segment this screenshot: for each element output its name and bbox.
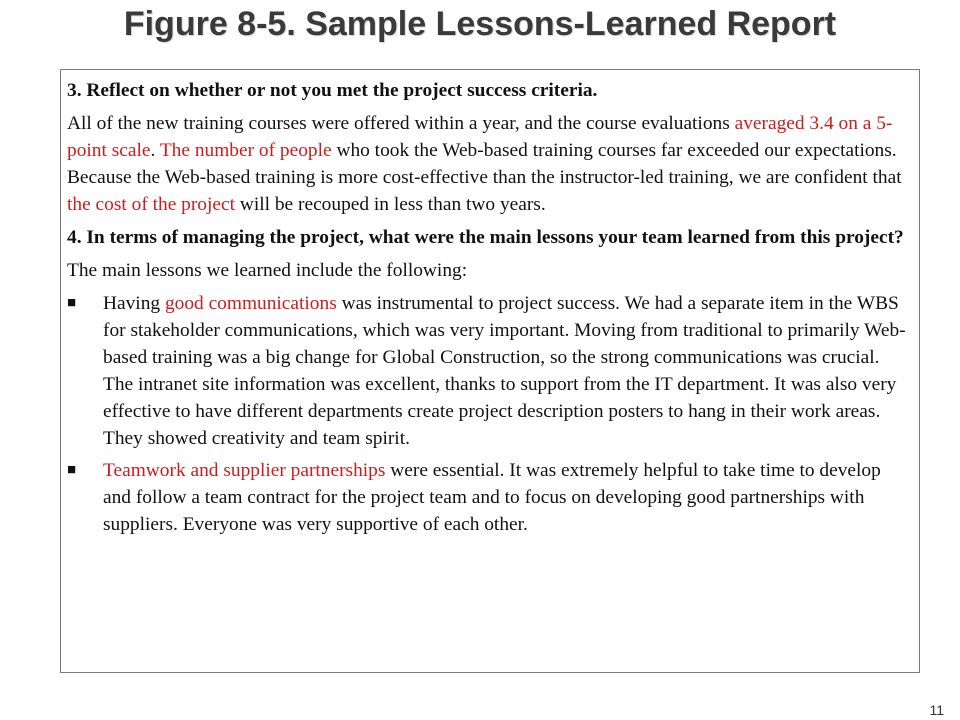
- highlight-text: Teamwork and supplier partnerships: [103, 460, 386, 481]
- section-4-intro: The main lessons we learned include the following:: [67, 260, 468, 281]
- section-3-heading: 3. Reflect on whether or not you met the project success criteria.: [67, 80, 598, 101]
- lesson-text-post: were essential. It was extremely helpful to take time to develop and follow a team contract for the project team and to focus on developing good partnerships with suppliers. Everyone was very supportive of each other.: [103, 460, 881, 535]
- lesson-list-item: [67, 457, 913, 538]
- lesson-text-pre: Having: [103, 293, 165, 314]
- highlight-text: averaged 3.4 on a 5-point scale: [67, 113, 893, 161]
- square-bullet-icon: ■: [67, 462, 77, 478]
- answer-text: will be recouped in less than two years.: [235, 194, 546, 215]
- page-number: 11: [929, 702, 944, 718]
- lesson-text-post: was instrumental to project success. We had a separate item in the WBS for stakeholder communications, which was very important. Moving from traditional to primarily Web-based training was a big change for Global Construction, so the strong communications was crucial. The intranet site information was excellent, thanks to support from the IT department. It was also very effective to have different departments create project description posters to hang in their work areas. They showed creativity and team spirit.: [103, 293, 906, 449]
- lesson-list-item: [67, 290, 913, 452]
- lesson-text: [103, 457, 913, 538]
- answer-text: who took the Web-based training courses far exceeded our expectations. Because the Web-based training is more cost-effective than the instructor-led training, we are confident that: [67, 140, 902, 188]
- lessons-learned-report-box: [60, 69, 920, 673]
- section-4-heading: 4. In terms of managing the project, what were the main lessons your team learned from this project?: [67, 227, 904, 248]
- highlight-text: good communications: [164, 293, 337, 314]
- page-title: Figure 8-5. Sample Lessons-Learned Report: [123, 5, 837, 43]
- lesson-text: [103, 290, 913, 452]
- answer-text: .: [150, 140, 160, 161]
- square-bullet-icon: ■: [67, 295, 77, 311]
- highlight-text: the cost of the project: [67, 194, 235, 215]
- highlight-text: The number of people: [159, 140, 332, 161]
- section-3-answer: [67, 110, 913, 218]
- answer-text: All of the new training courses were offered within a year, and the course evaluations: [67, 113, 735, 134]
